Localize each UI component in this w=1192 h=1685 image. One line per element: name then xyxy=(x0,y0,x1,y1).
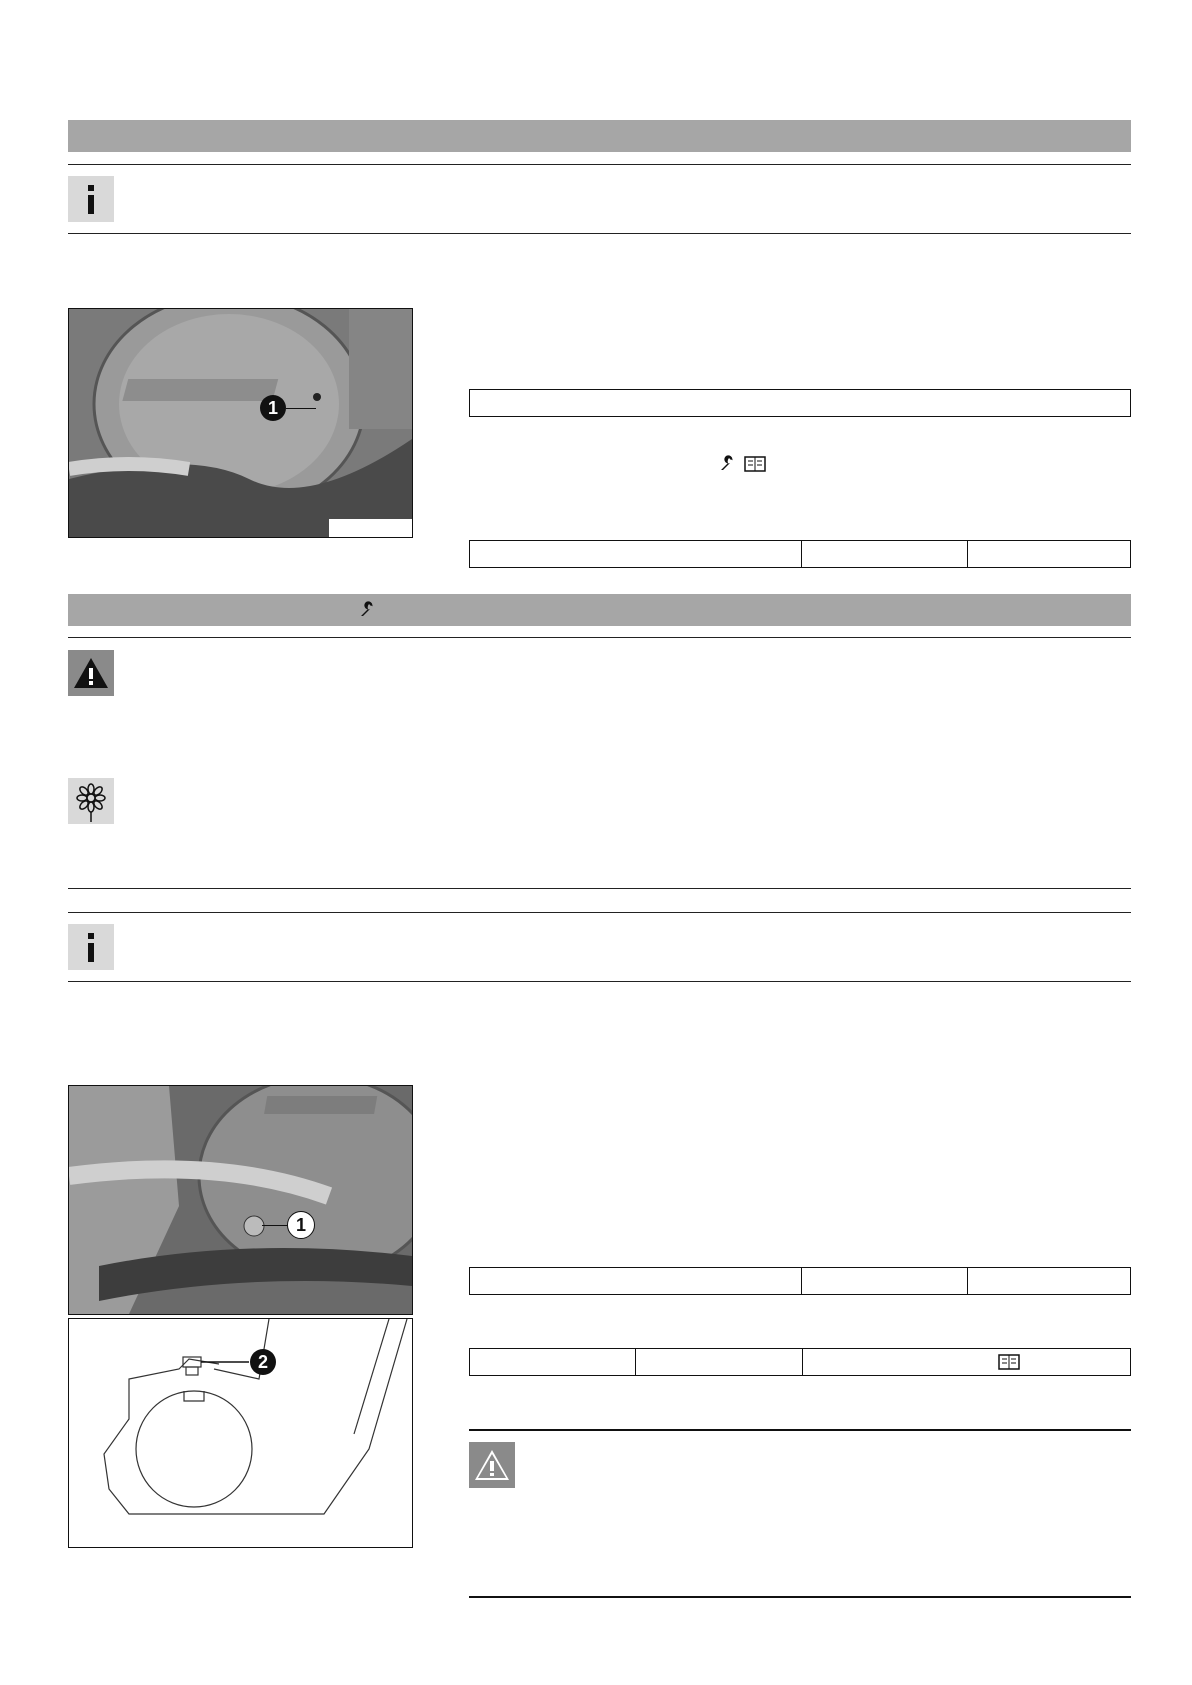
section-header-bar xyxy=(68,120,1131,152)
callout-1: 1 xyxy=(260,395,286,421)
warning-bottom-rule xyxy=(469,1596,1131,1598)
callout-1: 1 xyxy=(287,1211,315,1239)
flower-icon xyxy=(68,778,114,824)
photo-id-label xyxy=(329,519,412,537)
manual-icon xyxy=(998,1353,1020,1376)
callout-leader-line xyxy=(286,408,316,409)
section-header-bar xyxy=(68,594,1131,626)
info-icon xyxy=(68,176,114,222)
warning-triangle-icon xyxy=(68,650,114,696)
note-top-rule xyxy=(68,164,1131,165)
wrench-icon xyxy=(720,455,738,478)
info-icon xyxy=(68,924,114,970)
spec-table-row xyxy=(469,389,1131,417)
warning-top-rule xyxy=(68,637,1131,638)
note-bottom-rule xyxy=(68,233,1131,234)
warning-bottom-rule xyxy=(68,888,1131,889)
note-top-rule xyxy=(68,912,1131,913)
drain-plug-photo xyxy=(68,1085,413,1315)
clutch-cover-photo xyxy=(68,308,413,538)
warning-triangle-icon xyxy=(469,1442,515,1488)
oil-spec-table-row xyxy=(469,1348,1131,1376)
callout-leader-line xyxy=(262,1225,288,1226)
manual-icon xyxy=(744,455,766,478)
wrench-icon xyxy=(360,601,378,624)
drain-plug-diagram xyxy=(68,1318,413,1548)
torque-table-row xyxy=(469,540,1131,568)
note-bottom-rule xyxy=(68,981,1131,982)
warning-top-rule xyxy=(469,1429,1131,1431)
torque-table-row xyxy=(469,1267,1131,1295)
callout-2: 2 xyxy=(250,1349,276,1375)
